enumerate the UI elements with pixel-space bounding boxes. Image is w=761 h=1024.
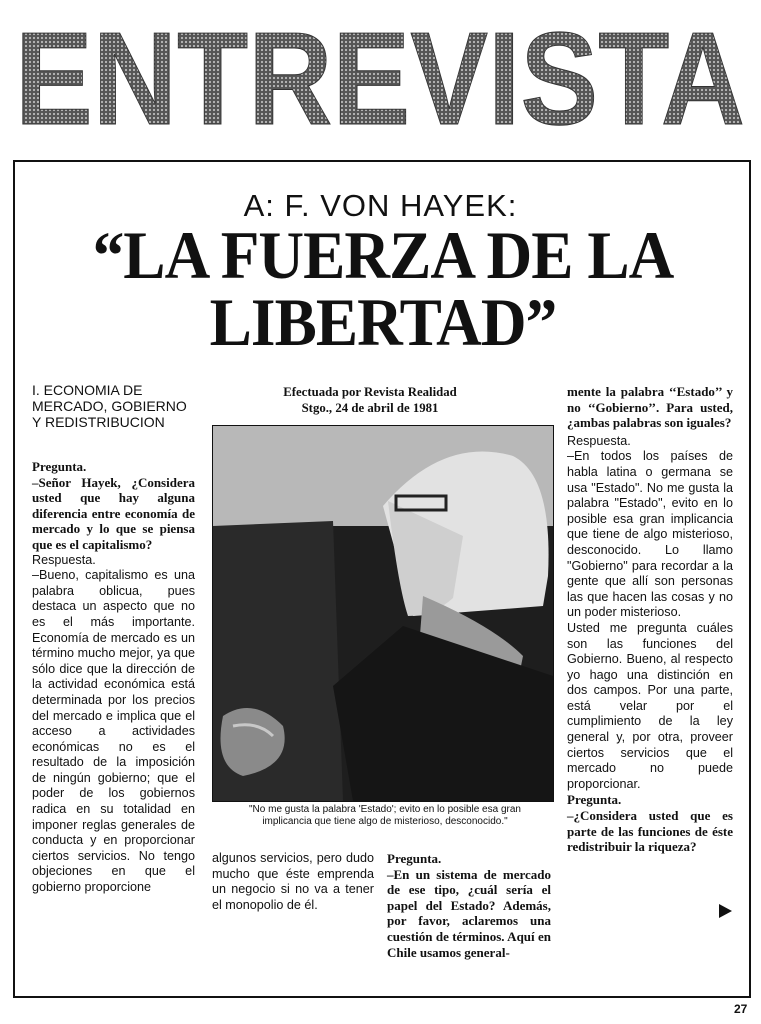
credit-line-1: Efectuada por Revista Realidad bbox=[283, 385, 457, 399]
interview-credit bbox=[240, 384, 500, 416]
answer-label: Respuesta. bbox=[567, 433, 631, 448]
masthead-svg bbox=[8, 5, 753, 152]
column-4 bbox=[567, 384, 733, 855]
question-label: Pregunta. bbox=[387, 851, 442, 866]
continued-text: algunos servicios, pero dudo mucho que éste emprenda un negocio si no va a tener el monopolio de él. bbox=[212, 851, 374, 912]
article-subtitle: A: F. VON HAYEK: bbox=[243, 188, 518, 223]
answer-text-2: Usted me pregunta cuáles son las funciones del Gobierno. Bueno, al respecto yo hago una distinción en dos campos. Por una parte, está velar por el cumplimiento de la ley general y, por otra, proveer ciertos servicios que el mercado no puede proporcionar. bbox=[567, 620, 733, 791]
column-3 bbox=[387, 851, 551, 960]
question-text: –¿Considera usted que es parte de las funciones de éste redistribuir la riqueza? bbox=[567, 808, 733, 855]
masthead-title: ENTREVISTA bbox=[15, 5, 745, 152]
answer-text: –Bueno, capitalismo es una palabra oblicua, pues destaca un aspecto que no es el más importante. Economía de mercado es un término mucho mejor, ya que sólo dice que la dirección de la actividad económica está determinada por los precios del mercado e implica que el acceso a actividades económicas no es el resultado de la imposición de ningún gobierno; que el poder de los gobiernos radica en su totalidad en imponer reglas generales de conducta y en proporcionar ciertos servicios. No tengo objeciones en que el gobierno proporcione bbox=[32, 568, 195, 895]
question-text: –En un sistema de mercado de ese tipo, ¿cuál sería el papel del Estado? Además, por favor, aclaremos una cuestión de términos. Aquí en Chile usamos general- bbox=[387, 866, 551, 960]
photo-caption: "No me gusta la palabra 'Estado'; evito en lo posible esa gran implicancia que tiene algo de misterioso, desconocido." bbox=[249, 804, 521, 827]
answer-label: Respuesta. bbox=[32, 552, 96, 567]
question-text: –Señor Hayek, ¿Considera usted que hay alguna diferencia entre economía de mercado y lo que se piensa que es el capitalismo? bbox=[32, 474, 195, 552]
article-headline: “LA FUERZA DE LA LIBERTAD” bbox=[92, 217, 674, 360]
masthead-logo bbox=[8, 5, 753, 152]
portrait-image bbox=[213, 426, 553, 801]
credit-line-2: Stgo., 24 de abril de 1981 bbox=[301, 401, 439, 415]
question-label: Pregunta. bbox=[567, 792, 622, 808]
column-2 bbox=[212, 851, 374, 913]
hayek-photo bbox=[212, 425, 554, 802]
section-heading: I. ECONOMIA DE MERCADO, GOBIERNO Y REDISTRIBUCION bbox=[32, 382, 187, 430]
page-number: 27 bbox=[734, 1002, 748, 1016]
answer-text-1: –En todos los países de habla latina o germana se usa "Estado". No me gusta la palabra "Estado", evito en lo posible esa gran implicancia que tiene de algo misterioso, desconocido. Lo llamo "Gobierno" para recordar a la gente que allí son personas las que hacen las cosas y no un poder misterioso. bbox=[567, 449, 733, 620]
column-1 bbox=[32, 382, 195, 896]
question-continued: mente la palabra ‘‘Estado’’ y no ‘‘Gobierno’’. Para usted, ¿ambas palabras son iguales? bbox=[567, 384, 733, 431]
continue-arrow-icon bbox=[719, 904, 732, 918]
question-label: Pregunta. bbox=[32, 459, 87, 474]
